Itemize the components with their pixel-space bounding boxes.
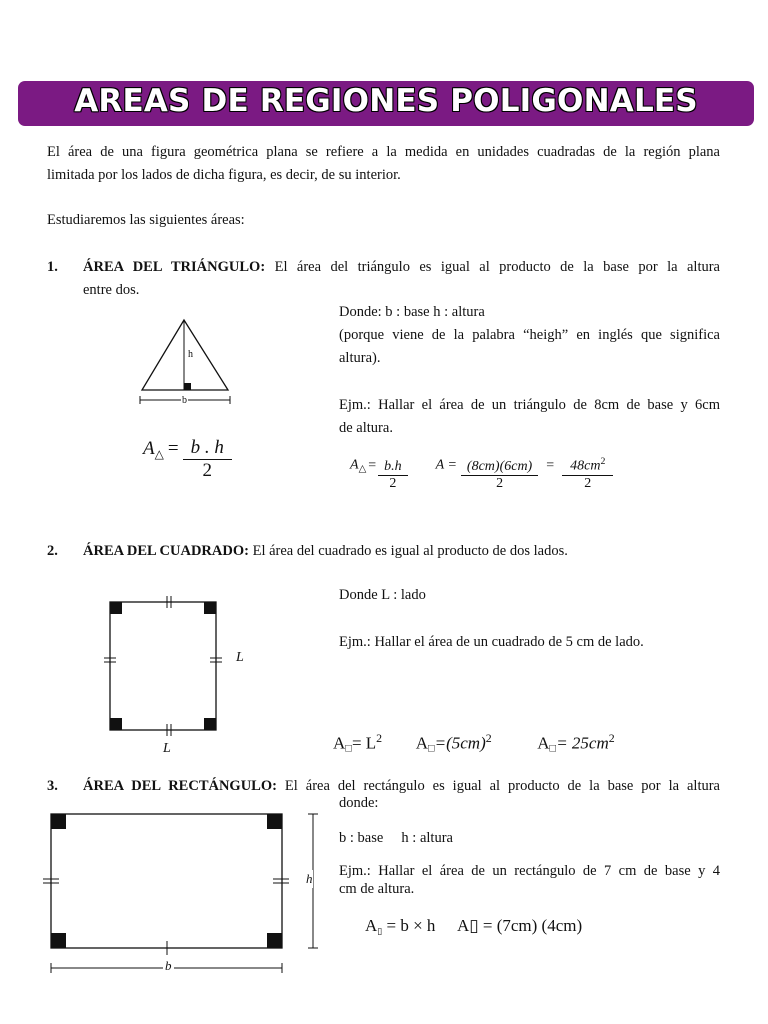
triangle-example-formula (350, 456, 613, 492)
rect-f1-rhs: = b × h (382, 916, 436, 935)
rect-f1-sub: ▯ (377, 926, 383, 936)
ex3-exponent: 2 (600, 456, 606, 467)
sq-f3-sub: □ (549, 742, 557, 755)
ex3-equals: = (546, 457, 555, 473)
rectangle-desc-2: donde: (339, 795, 379, 811)
square-formulas (333, 731, 615, 755)
sq-f2-exp: 2 (485, 731, 492, 745)
sq-f3-exp: 2 (608, 731, 615, 745)
sq-f1-sub: □ (345, 742, 352, 755)
square-where: Donde L : lado (339, 587, 426, 603)
rectangle-example-1: Ejm.: Hallar el área de un rectángulo de 7 cm de base y 4 (339, 863, 720, 879)
triangle-heading: ÁREA DEL TRIÁNGULO: (83, 259, 266, 275)
sq-f3-rhs: = 25cm (556, 733, 609, 753)
rectangle-fig-h-label: h (306, 871, 313, 886)
rectangle-fig-b-label: b (165, 958, 172, 973)
triangle-description (83, 256, 720, 302)
square-fig-l-bottom: L (163, 741, 171, 756)
rectangle-heading: ÁREA DEL RECTÁNGULO: (83, 778, 277, 794)
sq-f1-rhs: = L (351, 733, 377, 753)
ex-triangle-sub: △ (358, 463, 367, 475)
rect-f1-a: A (365, 916, 378, 935)
square-example: Ejm.: Hallar el área de un cuadrado de 5 cm de lado. (339, 634, 644, 650)
formula-equals: = (167, 438, 179, 459)
square-heading: ÁREA DEL CUADRADO: (83, 543, 249, 559)
ex3-numerator: 48cm (570, 458, 601, 474)
triangle-symbol-sub: △ (154, 447, 164, 461)
triangle-desc-1: El área del triángulo es igual al producto de la base por la altura (265, 259, 720, 275)
intro-line-2: limitada por los lados de dicha figura, es decir, de su interior. (47, 167, 401, 183)
rectangle-formulas (365, 916, 582, 937)
rectangle-where: b : base h : altura (339, 830, 453, 846)
rect-f2-rhs: = (7cm) (4cm) (478, 916, 583, 935)
page-title: AREAS DE REGIONES POLIGONALES (74, 83, 698, 119)
formula-numerator: b . h (183, 437, 232, 460)
intro-paragraph (47, 141, 720, 187)
section-number-3: 3. (47, 778, 58, 794)
triangle-formula (143, 437, 232, 482)
ex-equals: = (368, 457, 377, 473)
formula-denominator: 2 (202, 460, 212, 481)
title-banner (18, 81, 754, 126)
triangle-fig-h-label: h (188, 349, 193, 360)
triangle-note-2: altura). (339, 350, 381, 366)
sq-f3-a: A (537, 733, 550, 753)
ex2-numerator: (8cm)(6cm) (461, 459, 538, 476)
sq-f2-sub: □ (427, 742, 435, 755)
intro-line-1: El área de una figura geométrica plana se refiere a la medida en unidades cuadradas de la región plana (47, 144, 720, 160)
rectangle-example-2: cm de altura. (339, 881, 415, 897)
square-fig-l-right: L (236, 650, 244, 665)
rectangle-figure (40, 808, 330, 980)
sq-f2-a: A (415, 733, 428, 753)
ex-a: A (350, 457, 359, 473)
ex3-denominator: 2 (584, 475, 592, 491)
rectangle-description (83, 775, 720, 798)
ex-numerator: b.h (378, 459, 408, 476)
triangle-where: Donde: b : base h : altura (339, 304, 485, 320)
square-figure (100, 595, 230, 740)
sq-f1-exp: 2 (376, 731, 383, 745)
triangle-example-1: Ejm.: Hallar el área de un triángulo de 8cm de base y 6cm (339, 397, 720, 413)
rectangle-desc-1: El área del rectángulo es igual al producto de la base por la altura (276, 778, 720, 794)
triangle-note-1: (porque viene de la palabra “heigh” en inglés que significa (339, 327, 720, 343)
study-line: Estudiaremos las siguientes áreas: (47, 212, 245, 228)
sq-f1-a: A (333, 733, 346, 753)
rectangle-example (339, 862, 720, 898)
square-description (83, 540, 568, 563)
ex2-denominator: 2 (496, 475, 504, 491)
ex2-lhs: A = (435, 457, 457, 473)
square-desc: El área del cuadrado es igual al producto de dos lados. (248, 543, 568, 559)
triangle-example-2: de altura. (339, 420, 393, 436)
triangle-desc-2: entre dos. (83, 282, 140, 298)
section-number-1: 1. (47, 259, 58, 275)
formula-a: A (143, 438, 155, 459)
triangle-note (339, 324, 720, 370)
triangle-example (339, 394, 720, 440)
rect-f2-a: A▯ (456, 916, 479, 935)
section-number-2: 2. (47, 543, 58, 559)
triangle-fig-b-label: b (182, 395, 187, 406)
sq-f2-rhs: =(5cm) (434, 733, 486, 753)
ex-denominator: 2 (389, 475, 397, 491)
